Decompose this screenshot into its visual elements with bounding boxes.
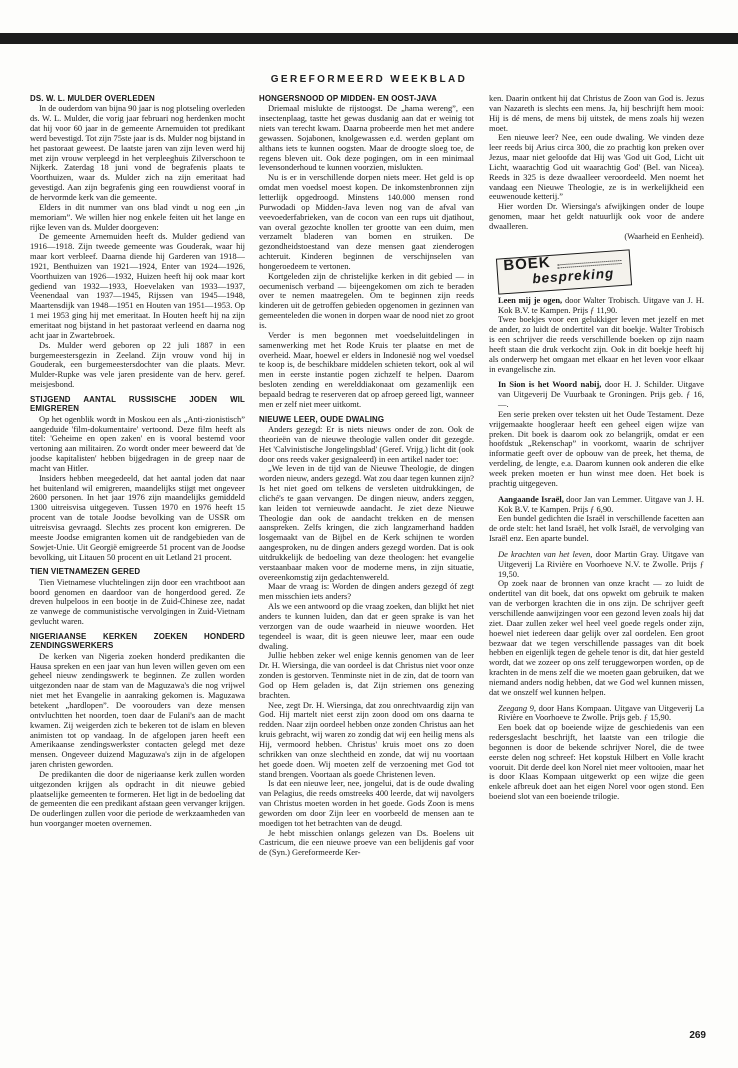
- paragraph: Nee, zegt Dr. H. Wiersinga, dat zou onrechtvaardig zijn van God. Hij martelt niet eerst zijn zoon dood om ons daarna te redden. Naar zijn oordeel hebben onze zonden Christus aan het kruis gebracht, wij waren zo zondig dat wij een heilig mens als Hij, vermoord hebben. Christus' kruis moet ons zo doen schrikken van onze slechtheid en zonde, dat wij nu voortaan het goede doen. Wij moeten zelf de verzoening met God tot stand brengen. Voortaan als goede Christenen leven.: [259, 699, 474, 779]
- logo-word-bespreking: bespreking: [531, 265, 615, 286]
- paragraph: Anders gezegd: Er is niets nieuws onder de zon. Ook de theorieën van de nieuwe theologie vallen onder dit gezegde. Het 'Calvinistische Jongelingsblad' (Geref. Vrijg.) licht dit (ook door ons reeds vaker gesignaleerd) in een artikel nader toe:: [259, 423, 474, 464]
- masthead: GEREFORMEERD WEEKBLAD: [270, 74, 468, 85]
- paragraph: De kerken van Nigeria zoeken honderd predikanten die Hausa spreken en een jaar van hun leven willen geven om een geheel nieuw zendingswerk te beginnen. Ze zullen worden uitgezonden naar de stam van de Maguzawa's die nog vrijwel niet met het Evangelie in aanraking gekomen is. Maguzawa betekent „hardlopen”. De voorouders van deze mensen ontvluchtten het noorden, toen daar de Fulani's aan de macht kwamen. Zij weigerden zich te bekeren tot de islam en bleven animisten tot op vandaag. In de afgelopen jaren heeft een Amerikaanse zendingswerkster contacten gelegd met deze mensen. Ongeveer duizend Maguzawa's zijn in de afgelopen jaren christen geworden.: [30, 650, 245, 770]
- book-entry: [489, 495, 704, 515]
- book-info: door Jan van Lemmer. Uitgave van J. H. Kok B.V. te Kampen. Prijs ƒ 6,90.: [498, 493, 704, 514]
- paragraph: Hier worden Dr. Wiersinga's afwijkingen onder de loupe genomen, maar het geldt natuurlijk ook voor de andere dwaalleren.: [489, 201, 704, 231]
- paragraph: Insiders hebben meegedeeld, dat het aantal joden dat naar het buitenland wil emigreren, maandelijks stijgt met ongeveer 2600 personen. In het jaar 1976 zijn maandelijks gemiddeld 1300 uitreisvisa uitgegeven. Tussen 1970 en 1976 heeft 15 procent van de totale Joodse bevolking van de USSR om uitreisvisa gevraagd. Slechts zes procent kon emigreren. De meeste Joodse emigranten komen uit de randgebieden van de Sowjet-Unie. Uit Georgië emigreerde 51 procent van de Joodse bevolking, uit Litauen 50 procent en uit Letland 21 procent.: [30, 472, 245, 562]
- book-title: Aangaande Israël,: [498, 493, 564, 504]
- article-heading: HONGERSNOOD OP MIDDEN- EN OOST-JAVA: [259, 94, 437, 103]
- paragraph: Jullie hebben zeker wel enige kennis genomen van de leer Dr. H. Wiersinga, die van oordeel is dat Christus niet voor onze zonden is gestorven. Tenminste niet in de zin, dat de toorn van God op Hem geladen is, dat Zijn striemen ons genezing brachten.: [259, 650, 474, 700]
- paragraph: Je hebt misschien onlangs gelezen van Ds. Boelens uit Castricum, die een nieuwe proeve van een belijdenis gaf voor de (Syn.) Gereformeerde Ker-: [259, 827, 474, 858]
- column-middle: [259, 94, 474, 1002]
- paragraph: Ds. Mulder werd geboren op 22 juli 1887 in een burgemeestersgezin in Zeeland. Zijn vrouw vond hij in Gouderak, een burgemeestersdochter van die plaats. Mevr. Mulder-Rupke was vele jaren presidente van de herv. geref. meisjesbond.: [30, 339, 245, 390]
- column-left: [30, 94, 245, 1002]
- paragraph: Een boek dat op boeiende wijze de geschiedenis van een redersgeslacht beschrijft, het laatste van een trilogie die begonnen is door de bekende schrijver Norel, die de twee eerste delen nog schreef: Het kopstuk Hilbert en Volle kracht vooruit. Dit derde deel kon Norel niet meer voltooien, maar het is door Klaas Kompaan uitgewerkt op een wijze die geen enkele afbreuk doet aan het eigen Norel voor ogen stond. Een boeiend slot van een boeiende trilogie.: [489, 722, 704, 802]
- book-entry: [489, 550, 704, 580]
- book-info: door H. J. Schilder. Uitgave van Uitgeverij De Vuurbaak te Groningen. Prijs geb. ƒ 16,—.: [498, 379, 704, 410]
- book-title: Zeegang 9,: [498, 702, 536, 713]
- book-review-logo: [496, 249, 632, 294]
- paragraph: Verder is men begonnen met voedseluitdelingen in samenwerking met het Rode Kruis ter plaatse en met de overheid. Maar, hoewel er elders in Indonesië nog wel voedsel te koop is, de beschikbare middelen schieten tekort, ook al wil men in eerste instantie pogen zichzelf te helpen. Daarom besloten zending en werelddiakonaat om gezamenlijk een bepaald bedrag te reserveren dat op afroep gereed ligt, wanneer men er zelf niet meer uitkomt.: [259, 329, 474, 409]
- paragraph: „We leven in de tijd van de Nieuwe Theologie, de dingen worden nieuw, anders gezegd. Wat zou daar tegen kunnen zijn? Is het niet goed om telkens de versleten uitdrukkingen, de cliché's te gaan vervangen. De dingen nieuw, anders zeggen, kan leiden tot vernieuwde aandacht. Je ziet deze Nieuwe Theologie dan ook de aandacht trekken en de mensen aanspreken. Zelfs kringen, die zich langzamerhand hadden losgemaakt van de Bijbel en de Kerk schijnen te worden aangesproken, nu de dingen anders gezegd worden. Dat is ook uitdrukkelijk de bedoeling van deze theologen: het evangelie verstaanbaar maken voor de moderne mens, in zijn situatie, overeenkomstig zijn gedachtenwereld.: [259, 463, 474, 582]
- paragraph: De gemeente Arnemuiden heeft ds. Mulder gediend van 1916—1918. Zijn tweede gemeente was Gouderak, waar hij maar kort verbleef. Daarna diende hij Garderen van 1918—1921, Benthuizen van 1921—1924, Enter van 1924—1926, Voorthuizen van 1926—1932, Huizen heeft hij ook maar kort gediend van 1932—1933, Hoevelaken van 1933—1937, Veenendaal van 1937—1945, Rijssen van 1945—1948, Maartensdijk van 1948—1951 en Houten van 1951—1953. Op 1 mei 1953 ging hij met emeritaat. In Houten heeft hij na zijn emeritaat nog bijstand in het pastoraat verleend en daarna nog acht jaar in Zwartebroek.: [30, 231, 245, 340]
- logo-word-boek: BOEK: [502, 253, 552, 274]
- book-info: door Hans Kompaan. Uitgave van Uitgeverij La Rivière en Voorhoeve te Zwolle. Prijs geb. ƒ 15,90.: [498, 702, 704, 723]
- article-heading: STIJGEND AANTAL RUSSISCHE JODEN WIL EMIGREREN: [30, 394, 245, 414]
- paragraph: Op het ogenblik wordt in Moskou een als „Anti-zionistisch” aangeduide 'film-dokumentaire' vertoond. Deze film heeft als titel: 'Geheime en open zaken' en is vooral bestemd voor vertoning aan militairen. Zo wordt onder meer beweerd dat 'de joodse kapitalisten' hebben bijgedragen in de greep naar de macht van Hitler.: [30, 413, 245, 473]
- paragraph: De predikanten die door de nigeriaanse kerk zullen worden uitgezonden krijgen als opdracht in dit nieuwe gebied plaatselijke gemeenten te formeren. Het ligt in de bedoeling dat de gemeenten die een predikant afstaan geen vervanger krijgen. De ouderlingen zullen voor die periode de werkzaamheden van hun voorganger moeten overnemen.: [30, 768, 245, 829]
- paragraph: In de ouderdom van bijna 90 jaar is nog plotseling overleden ds. W. L. Mulder, die vorig jaar februari nog herdenken mocht dat hij voor 60 jaar in de gemeente Arnemuiden tot predikant werd bevestigd. Tot zijn 75ste jaar is ds. Mulder nog bijstand in het pastoraat geweest. De laatste jaren van zijn leven werd hij met zijn vrouw verpleegd in het verpleeghuis Zilverschoon te Nijkerk. Zaterdag 18 juni vond de begrafenis plaats te Voorthuizen, waar ds. Mulder zich na zijn emeritaat had gevestigd. Aan zijn begrafenis ging een rouwdienst vooraf in de hervormde kerk van die gemeente.: [30, 103, 245, 202]
- book-entry: [489, 296, 704, 316]
- paragraph: Driemaal mislukte de rijstoogst. De „hama wereng”, een insectenplaag, tastte het gewas dusdanig aan dat er weinig tot niets van terecht kwam. Daarna probeerde men het met andere gewassen. Sojabonen, knolgewassen e.d. werden geplant om althans iets te kunnen oogsten. Maar de droogte sloeg toe, de regens bleven uit. Ook deze pogingen, om in een minimaal levensonderhoud te kunnen voorzien, mislukten.: [259, 103, 474, 173]
- article-heading: TIEN VIETNAMEZEN GERED: [30, 567, 141, 577]
- book-info: door Walter Trobisch. Uitgave van J. H. Kok B.V. te Kampen. Prijs ƒ 11,90.: [498, 294, 704, 315]
- paragraph: Een bundel gedichten die Israël in verschillende facetten aan de orde stelt: het land Israël, het volk Israël, de vervolging van Israël enz. Een aparte bundel.: [489, 513, 704, 544]
- book-entry: [489, 704, 704, 724]
- top-black-bar: [0, 33, 738, 44]
- column-right: [489, 94, 704, 1002]
- book-info: door Martin Gray. Uitgave van Uitgeverij La Rivière en Voorhoeve N.V. te Zwolle. Prijs ƒ 19,50.: [498, 548, 704, 579]
- paragraph: Een nieuwe leer? Nee, een oude dwaling. We vinden deze leer reeds bij Arius circa 300, die zo prachtig kon preken over Jezus, maar niet geloofde dat Hij was 'God uit God, Licht uit Licht, waarachtig God uit waarachtig God' (Bel. van Nicea). Reeds in 325 is deze dwaalleer veroordeeld. Men noemt het vandaag een Nieuwe Theologie, ze is in werkelijkheid een eeuwenoude ketterij.”: [489, 132, 704, 202]
- book-title: Leen mij je ogen,: [498, 294, 563, 305]
- paragraph: ken. Daarin ontkent hij dat Christus de Zoon van God is. Jezus van Nazareth is slechts een mens. Ja, hij beschrijft hem mooi: Hij is dé mens, de mens bij uitstek, de mens zoals hij wezen moet.: [489, 94, 704, 133]
- book-entry: [489, 380, 704, 410]
- paragraph: Nu is er in verschillende dorpen niets meer. Het geld is op omdat men voedsel moest kopen. De inkomstenbronnen zijn letterlijk opgedroogd. Minstens 140.000 mensen rond Purwodadi op Midden-Java leven nog van de afval van veevoederfabrieken, van de cocon van een rups uit djatihout, van overal gezochte knollen ter grootte van een duim, men verzamelt bladeren van bomen en struiken. De gezondheidstoestand van deze mensen gaat zienderogen achteruit. Kinderen beginnen de verschijnselen van hongeroedeem te vertonen.: [259, 172, 474, 271]
- paragraph: Als we een antwoord op die vraag zoeken, dan blijkt het niet anders te kunnen luiden, dan dat er geen sprake is van het verzorgen van de oude waarheid in nieuwe woorden. Het tegendeel is waar, dit is geen nieuwe leer, maar een oude dwaling.: [259, 601, 474, 651]
- paragraph: Tien Vietnamese vluchtelingen zijn door een vrachtboot aan boord genomen en daardoor van de hongerdood gered. Ze dreven hulpeloos in een bootje in de Zuid-Chinese zee, nadat ze vanwege de communistische vervolgingen in Zuid-Vietnam gevlucht waren.: [30, 576, 245, 627]
- article-heading: DS. W. L. MULDER OVERLEDEN: [30, 94, 155, 103]
- paragraph: Maar de vraag is: Worden de dingen anders gezegd óf zegt men misschien iets anders?: [259, 581, 474, 602]
- paragraph: Is dat een nieuwe leer, nee, jongelui, dat is de oude dwaling van Pelagius, die reeds omstreeks 400 leerde, dat wij navolgers van Christus moeten worden in het goede. Gods Zoon is mens geworden om door Zijn leer en voorbeeld de mensen aan te moedigen tot het betrachten van de deugd.: [259, 778, 474, 828]
- paragraph: Kortgeleden zijn de christelijke kerken in dit gebied — in oecumenisch verband — bijeengekomen om zich te beraden over te nemen maatregelen. Om te beginnen zijn reeds kinderen uit de getroffen gebieden opgenomen in gezinnen van gemeenteleden die wonen in dorpen waar de nood niet zo groot is.: [259, 270, 474, 330]
- article-heading: NIEUWE LEER, OUDE DWALING: [259, 414, 385, 424]
- page-number: 269: [689, 1030, 706, 1041]
- book-title: In Sion is het Woord nabij,: [498, 379, 602, 390]
- paragraph: Een serie preken over teksten uit het Oude Testament. Deze vrijgemaakte hoogleraar heeft een geheel eigen wijze van preken. Dit boek is daarom ook zo belangrijk, omdat er een hoofdstuk „Rekenschap” in voorkomt, waarin de schrijver informatie geeft over de opbouw van de preek, het thema, de verdeling, de lengte, e.a. Daarom kunnen ook anderen die elke week preken moeten er hun winst mee doen. Het boek is prachtig uitgegeven.: [489, 408, 704, 488]
- book-title: De krachten van het leven,: [498, 548, 593, 559]
- paragraph: Op zoek naar de bronnen van onze kracht — zo luidt de ondertitel van dit boek, dat ons opwekt om gebruik te maken van de verborgen krachten die in ons zijn. De schrijver geeft verschillende aanwijzingen voor een gezond leven zoals hij dat ziet. Daar zullen zeker wel heel veel goede regels onder zijn, hoewel niet iedereen daar gelijk over zal oordelen. Een groot bezwaar dat we tegen verschillende passages van dit boek hebben en eigenlijk tegen de gehele tenor is dit, dat hier gesteld wordt, dat we zozeer op ons zelf teruggeworpen worden, op de krachten in de mens zelf die we moeten gaan gebruiken, dat we niemand anders nodig hebben, dat we God wel kunnen missen, dat we onszelf wel kunnen helpen.: [489, 578, 704, 697]
- source-attribution: (Waarheid en Eenheid).: [624, 230, 704, 241]
- article-heading: NIGERIAANSE KERKEN ZOEKEN HONDERD ZENDINGSWERKERS: [30, 631, 245, 651]
- paragraph: Elders in dit nummer van ons blad vindt u nog een „in memoriam”. We willen hier nog enkele feiten uit het lange en rijke leven van ds. Mulder doorgeven:: [30, 201, 245, 232]
- paragraph: Twee boekjes voor een gelukkiger leven met jezelf en met de ander, zo luidt de ondertitel van dit boekje. Walter Trobisch is een schrijver die reeds verschillende boeken op zijn naam heeft staan die druk verkocht zijn. Ook in dit boekje heeft hij als onderwerp het omgaan met elkaar en het leven voor elkaar in evangelische zin.: [489, 314, 704, 374]
